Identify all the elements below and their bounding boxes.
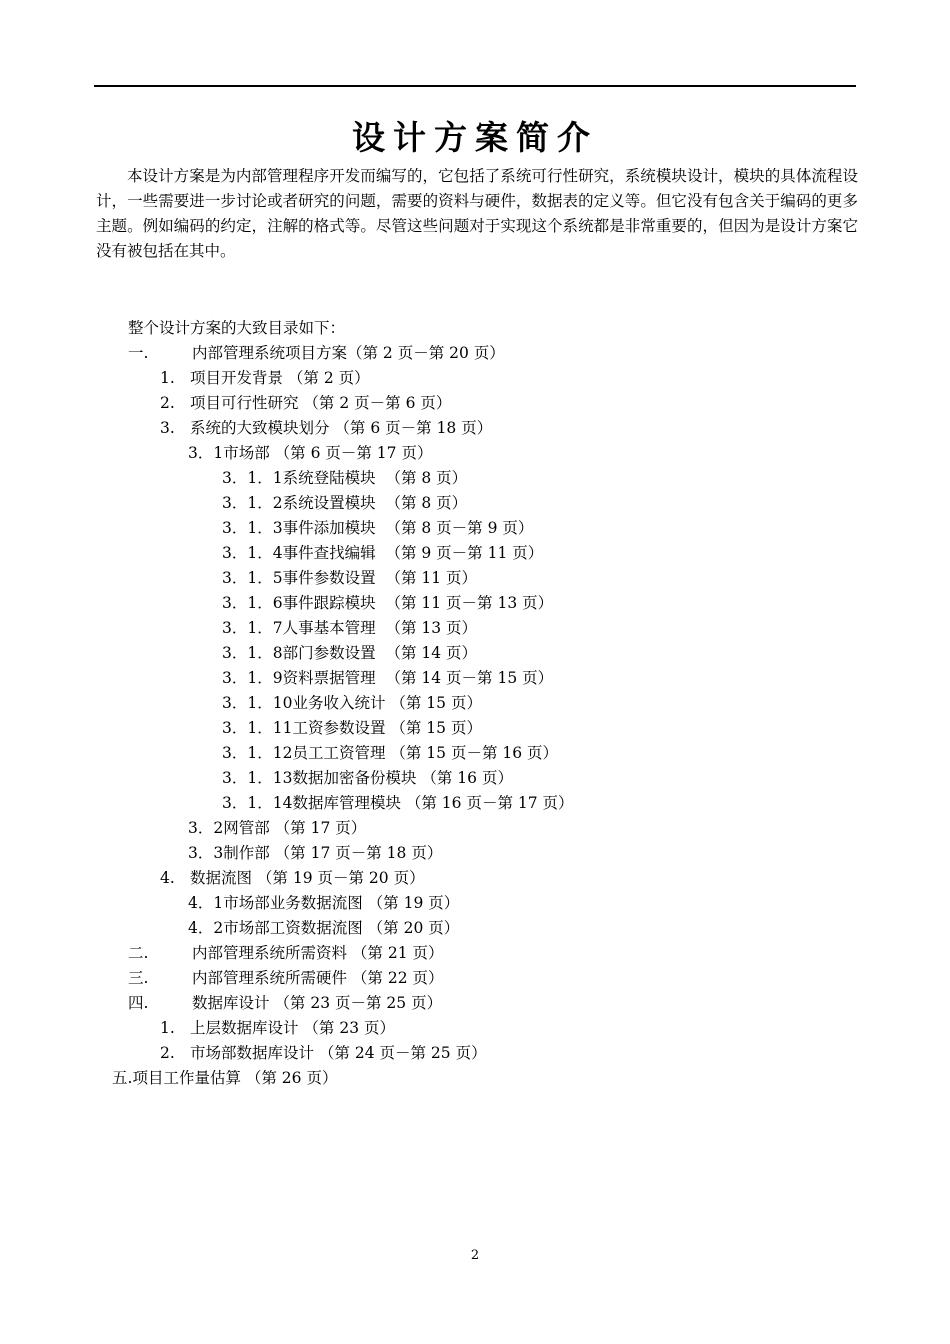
toc-item [222, 516, 533, 541]
toc-item-text: 内部管理系统所需硬件 （第 22 页） [192, 969, 444, 987]
toc-item-text: 系统登陆模块 （第 8 页） [282, 469, 468, 487]
toc-item-number: 四. [128, 994, 149, 1012]
toc-item-text: 事件添加模块 （第 8 页－第 9 页） [282, 519, 534, 537]
toc-item-number: 五. [112, 1069, 133, 1087]
toc-item-text: 业务收入统计 （第 15 页） [292, 694, 482, 712]
toc-item-text: 人事基本管理 （第 13 页） [282, 619, 478, 637]
toc-item [222, 791, 574, 816]
toc-item [112, 1066, 337, 1091]
toc-item [160, 1041, 487, 1066]
toc-item-number: 3．1．5 [222, 569, 283, 587]
toc-item [188, 891, 459, 916]
toc-item-number: 一. [128, 344, 149, 362]
toc-item-number: 4. [160, 869, 175, 887]
toc-item [222, 566, 477, 591]
toc-item [222, 641, 477, 666]
toc-item-text: 系统设置模块 （第 8 页） [282, 494, 468, 512]
header-rule [94, 85, 856, 87]
toc-item [160, 416, 492, 441]
toc-item-text: 项目工作量估算 （第 26 页） [132, 1069, 338, 1087]
toc-item-text: 数据库管理模块 （第 16 页－第 17 页） [292, 794, 574, 812]
toc-item-text: 内部管理系统所需资料 （第 21 页） [192, 944, 444, 962]
toc-item-text: 项目开发背景 （第 2 页） [190, 369, 370, 387]
toc-item-text: 内部管理系统项目方案（第 2 页－第 20 页） [192, 344, 505, 362]
toc-item-number: 3．1．9 [222, 669, 283, 687]
toc-item-number: 1. [160, 369, 175, 387]
toc-item [222, 491, 467, 516]
toc-item-number: 3．1．12 [222, 744, 293, 762]
toc-item [222, 691, 482, 716]
document-title: 设计方案简介 [352, 118, 598, 157]
toc-item-number: 2. [160, 394, 175, 412]
toc-item [188, 841, 442, 866]
toc-item-number: 3．1．10 [222, 694, 293, 712]
toc-item-number: 三. [128, 969, 149, 987]
toc-item-text: 市场部数据库设计 （第 24 页－第 25 页） [190, 1044, 487, 1062]
toc-item-text: 员工工资管理 （第 15 页－第 16 页） [292, 744, 559, 762]
toc-item-number: 3．3 [188, 844, 224, 862]
toc-item [222, 541, 543, 566]
toc-item [188, 916, 459, 941]
toc-item [188, 441, 432, 466]
toc-item-number: 3．2 [188, 819, 224, 837]
toc-item-text: 上层数据库设计 （第 23 页） [190, 1019, 396, 1037]
toc-item [188, 816, 366, 841]
toc-item-text: 制作部 （第 17 页－第 18 页） [223, 844, 443, 862]
toc-item-number: 3．1．14 [222, 794, 293, 812]
toc-item-text: 市场部工资数据流图 （第 20 页） [223, 919, 460, 937]
toc-item-number: 3．1．13 [222, 769, 293, 787]
toc-item-text: 网管部 （第 17 页） [223, 819, 367, 837]
toc-item [222, 766, 513, 791]
toc-item-text: 数据加密备份模块 （第 16 页） [292, 769, 513, 787]
toc-item [222, 591, 553, 616]
toc-item-text: 数据流图 （第 19 页－第 20 页） [190, 869, 425, 887]
toc-item-text: 事件参数设置 （第 11 页） [282, 569, 478, 587]
toc-item [128, 941, 444, 966]
toc-item-number: 3．1．7 [222, 619, 283, 637]
toc-item-number: 3. [160, 419, 175, 437]
toc-item [160, 391, 451, 416]
toc-item-number: 4．2 [188, 919, 224, 937]
page-number: 2 [470, 1248, 480, 1263]
toc-item-number: 3．1．1 [222, 469, 283, 487]
toc-item-number: 3．1．3 [222, 519, 283, 537]
toc-item-number: 2. [160, 1044, 175, 1062]
toc-heading: 整个设计方案的大致目录如下： [128, 319, 346, 337]
toc-item [222, 616, 477, 641]
toc-item-text: 项目可行性研究 （第 2 页－第 6 页） [190, 394, 452, 412]
toc-item [160, 366, 370, 391]
toc-item-text: 工资参数设置 （第 15 页） [292, 719, 482, 737]
toc-item-text: 市场部业务数据流图 （第 19 页） [223, 894, 460, 912]
toc-item-number: 1. [160, 1019, 175, 1037]
toc-item-number: 3．1．6 [222, 594, 283, 612]
toc-item-number: 二. [128, 944, 149, 962]
toc-item [222, 666, 553, 691]
toc-item [160, 866, 425, 891]
toc-item-text: 事件查找编辑 （第 9 页－第 11 页） [282, 544, 544, 562]
toc-item-number: 4．1 [188, 894, 224, 912]
toc-item [128, 341, 505, 366]
toc-item-number: 3．1．8 [222, 644, 283, 662]
toc-item-text: 市场部 （第 6 页－第 17 页） [223, 444, 433, 462]
intro-paragraph: 本设计方案是为内部管理程序开发而编写的，它包括了系统可行性研究，系统模块设计，模块的具体流程设计，一些需要进一步讨论或者研究的问题，需要的资料与硬件，数据表的定义等。但它没有包含关于编码的更多主题。例如编码的约定，注解的格式等。尽管这些问题对于实现这个系统都是非常重要的，但因为是设计方案它没有被包括在其中。 [96, 167, 858, 260]
toc-item-number: 3．1．2 [222, 494, 283, 512]
toc-item [160, 1016, 395, 1041]
toc-item-number: 3．1 [188, 444, 224, 462]
toc-item-text: 资料票据管理 （第 14 页－第 15 页） [282, 669, 554, 687]
toc-item-text: 系统的大致模块划分 （第 6 页－第 18 页） [190, 419, 493, 437]
toc-item-number: 3．1．4 [222, 544, 283, 562]
toc-item-text: 数据库设计 （第 23 页－第 25 页） [192, 994, 443, 1012]
toc-item [128, 991, 442, 1016]
toc-item [128, 966, 444, 991]
toc-item [222, 466, 467, 491]
toc-item-text: 部门参数设置 （第 14 页） [282, 644, 478, 662]
toc-item-text: 事件跟踪模块 （第 11 页－第 13 页） [282, 594, 554, 612]
toc-item [222, 716, 482, 741]
toc-item [222, 741, 558, 766]
toc-item-number: 3．1．11 [222, 719, 293, 737]
